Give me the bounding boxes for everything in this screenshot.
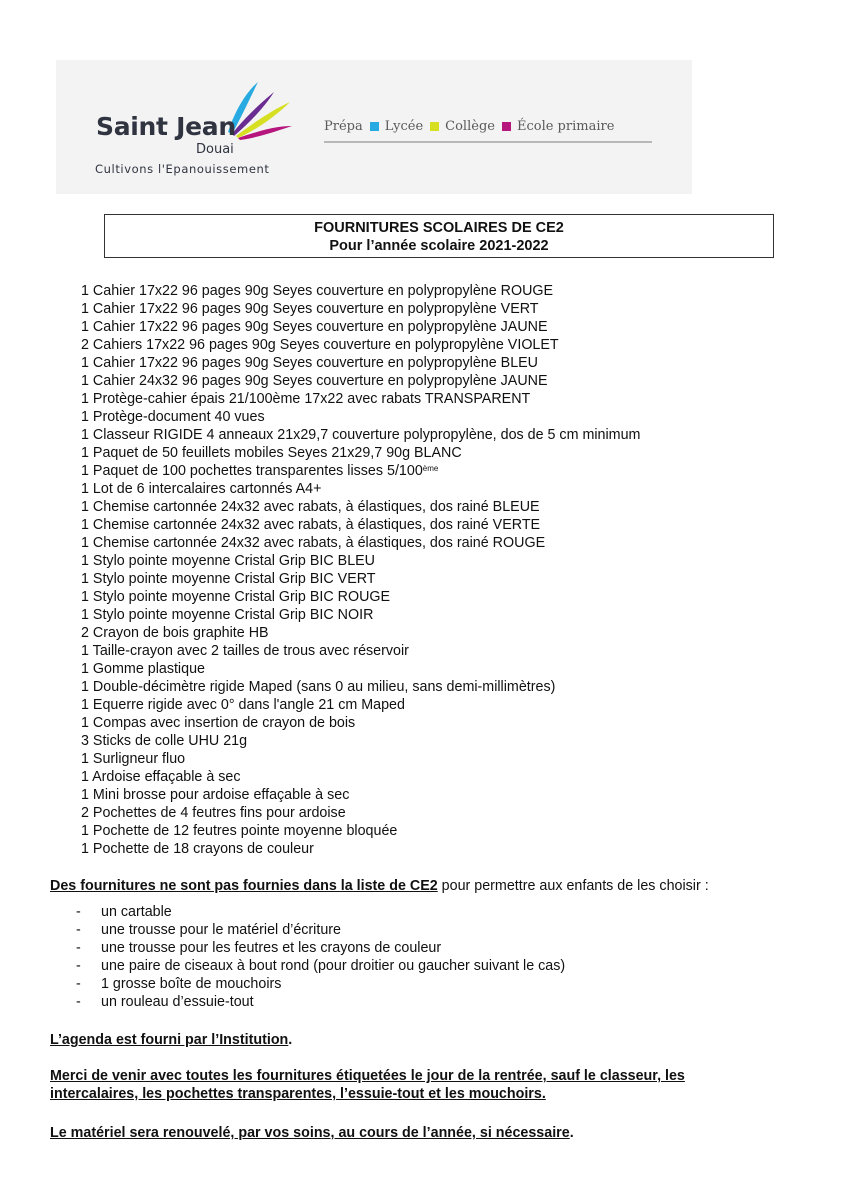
list-item: 1 Stylo pointe moyenne Cristal Grip BIC VERT (81, 571, 376, 587)
list-item: 1 Double-décimètre rigide Maped (sans 0 au milieu, sans demi-millimètres) (81, 679, 556, 695)
list-item: 1 Chemise cartonnée 24x32 avec rabats, à élastiques, dos rainé VERTE (81, 517, 541, 533)
header-divider (324, 141, 652, 143)
list-item: 1 Chemise cartonnée 24x32 avec rabats, à élastiques, dos rainé BLEUE (81, 499, 540, 515)
brand-city: Douai (196, 142, 234, 157)
list-item: 3 Sticks de colle UHU 21g (81, 733, 248, 749)
list-item (81, 462, 640, 480)
not-supplied-rest: pour permettre aux enfants de les choisir : (437, 878, 709, 894)
list-item: 1 Cahier 17x22 96 pages 90g Seyes couverture en polypropylène BLEU (81, 355, 539, 371)
level-prepa: Prépa (324, 119, 363, 134)
dash-bullet: - (76, 958, 81, 974)
dash-bullet: - (76, 994, 81, 1010)
dash-bullet: - (76, 904, 81, 920)
not-supplied-list (76, 903, 565, 1011)
list-item: 2 Pochettes de 4 feutres fins pour ardoise (81, 805, 346, 821)
level-lycee: Lycée (384, 119, 424, 134)
page-subtitle: Pour l’année scolaire 2021-2022 (329, 238, 549, 254)
list-item-text: 1 Paquet de 100 pochettes transparentes lisses 5/100 (81, 463, 423, 479)
list-item: 1 Ardoise effaçable à sec (81, 769, 241, 785)
list-item: 1 Mini brosse pour ardoise effaçable à sec (81, 787, 350, 803)
page-title: FOURNITURES SCOLAIRES DE CE2 (314, 220, 564, 236)
list-item: 2 Cahiers 17x22 96 pages 90g Seyes couverture en polypropylène VIOLET (81, 337, 559, 353)
list-item (76, 993, 565, 1011)
list-item: 1 Compas avec insertion de crayon de bois (81, 715, 356, 731)
magenta-square-icon (502, 122, 511, 131)
title-box (104, 214, 774, 258)
renew-note-text: Le matériel sera renouvelé, par vos soins, au cours de l’année, si nécessaire (50, 1125, 570, 1141)
yellow-square-icon (430, 122, 439, 131)
not-supplied-intro (50, 877, 709, 895)
list-item: 1 Stylo pointe moyenne Cristal Grip BIC NOIR (81, 607, 374, 623)
list-item: 1 Taille-crayon avec 2 tailles de trous avec réservoir (81, 643, 409, 659)
level-college: Collège (445, 119, 495, 134)
list-item (76, 903, 565, 921)
cyan-square-icon (370, 122, 379, 131)
labels-note-line1: Merci de venir avec toutes les fournitures étiquetées le jour de la rentrée, sauf le classeur, les (50, 1068, 685, 1084)
list-item: 1 Chemise cartonnée 24x32 avec rabats, à élastiques, dos rainé ROUGE (81, 535, 546, 551)
renew-note (50, 1124, 574, 1142)
list-item: 1 Cahier 17x22 96 pages 90g Seyes couverture en polypropylène JAUNE (81, 319, 548, 335)
list-item: 1 Pochette de 12 feutres pointe moyenne bloquée (81, 823, 398, 839)
dash-bullet: - (76, 940, 81, 956)
level-ecole-primaire: École primaire (516, 119, 615, 134)
list-item (76, 939, 565, 957)
list-item: 1 Cahier 24x32 96 pages 90g Seyes couverture en polypropylène JAUNE (81, 373, 548, 389)
labels-note-line2: intercalaires, les pochettes transparentes, l’essuie-tout et les mouchoirs. (50, 1086, 546, 1102)
school-levels (324, 119, 614, 134)
list-item-text: un rouleau d’essuie-tout (101, 994, 254, 1010)
list-item: 1 Paquet de 50 feuillets mobiles Seyes 21x29,7 90g BLANC (81, 445, 462, 461)
agenda-note-text: L’agenda est fourni par l’Institution (50, 1032, 289, 1048)
list-item-text: une paire de ciseaux à bout rond (pour droitier ou gaucher suivant le cas) (101, 958, 566, 974)
supply-list (81, 282, 640, 858)
agenda-note-period: . (288, 1032, 293, 1048)
list-item-text: une trousse pour les feutres et les crayons de couleur (101, 940, 442, 956)
list-item: 1 Equerre rigide avec 0° dans l'angle 21 cm Maped (81, 697, 405, 713)
list-item: 1 Cahier 17x22 96 pages 90g Seyes couverture en polypropylène ROUGE (81, 283, 554, 299)
brand-tagline: Cultivons l'Epanouissement (95, 162, 270, 176)
ordinal-superscript: ème (422, 464, 439, 473)
dash-bullet: - (76, 976, 81, 992)
list-item-text: 1 grosse boîte de mouchoirs (101, 976, 282, 992)
list-item: 1 Pochette de 18 crayons de couleur (81, 841, 314, 857)
not-supplied-heading: Des fournitures ne sont pas fournies dans la liste de CE2 (50, 878, 438, 894)
renew-note-period: . (569, 1125, 574, 1141)
list-item: 1 Protège-document 40 vues (81, 409, 265, 425)
list-item: 2 Crayon de bois graphite HB (81, 625, 269, 641)
list-item (76, 957, 565, 975)
list-item: 1 Protège-cahier épais 21/100ème 17x22 avec rabats TRANSPARENT (81, 391, 531, 407)
brand-name: Saint Jean (96, 112, 236, 141)
list-item: 1 Cahier 17x22 96 pages 90g Seyes couverture en polypropylène VERT (81, 301, 539, 317)
labels-note (50, 1067, 685, 1103)
list-item: 1 Classeur RIGIDE 4 anneaux 21x29,7 couverture polypropylène, dos de 5 cm minimum (81, 427, 641, 443)
list-item: 1 Surligneur fluo (81, 751, 186, 767)
list-item: 1 Gomme plastique (81, 661, 205, 677)
list-item: 1 Lot de 6 intercalaires cartonnés A4+ (81, 481, 322, 497)
list-item (76, 921, 565, 939)
list-item: 1 Stylo pointe moyenne Cristal Grip BIC ROUGE (81, 589, 391, 605)
list-item: 1 Stylo pointe moyenne Cristal Grip BIC BLEU (81, 553, 376, 569)
agenda-note (50, 1031, 292, 1049)
list-item-text: un cartable (101, 904, 172, 920)
list-item-text: une trousse pour le matériel d’écriture (101, 922, 341, 938)
list-item (76, 975, 565, 993)
dash-bullet: - (76, 922, 81, 938)
